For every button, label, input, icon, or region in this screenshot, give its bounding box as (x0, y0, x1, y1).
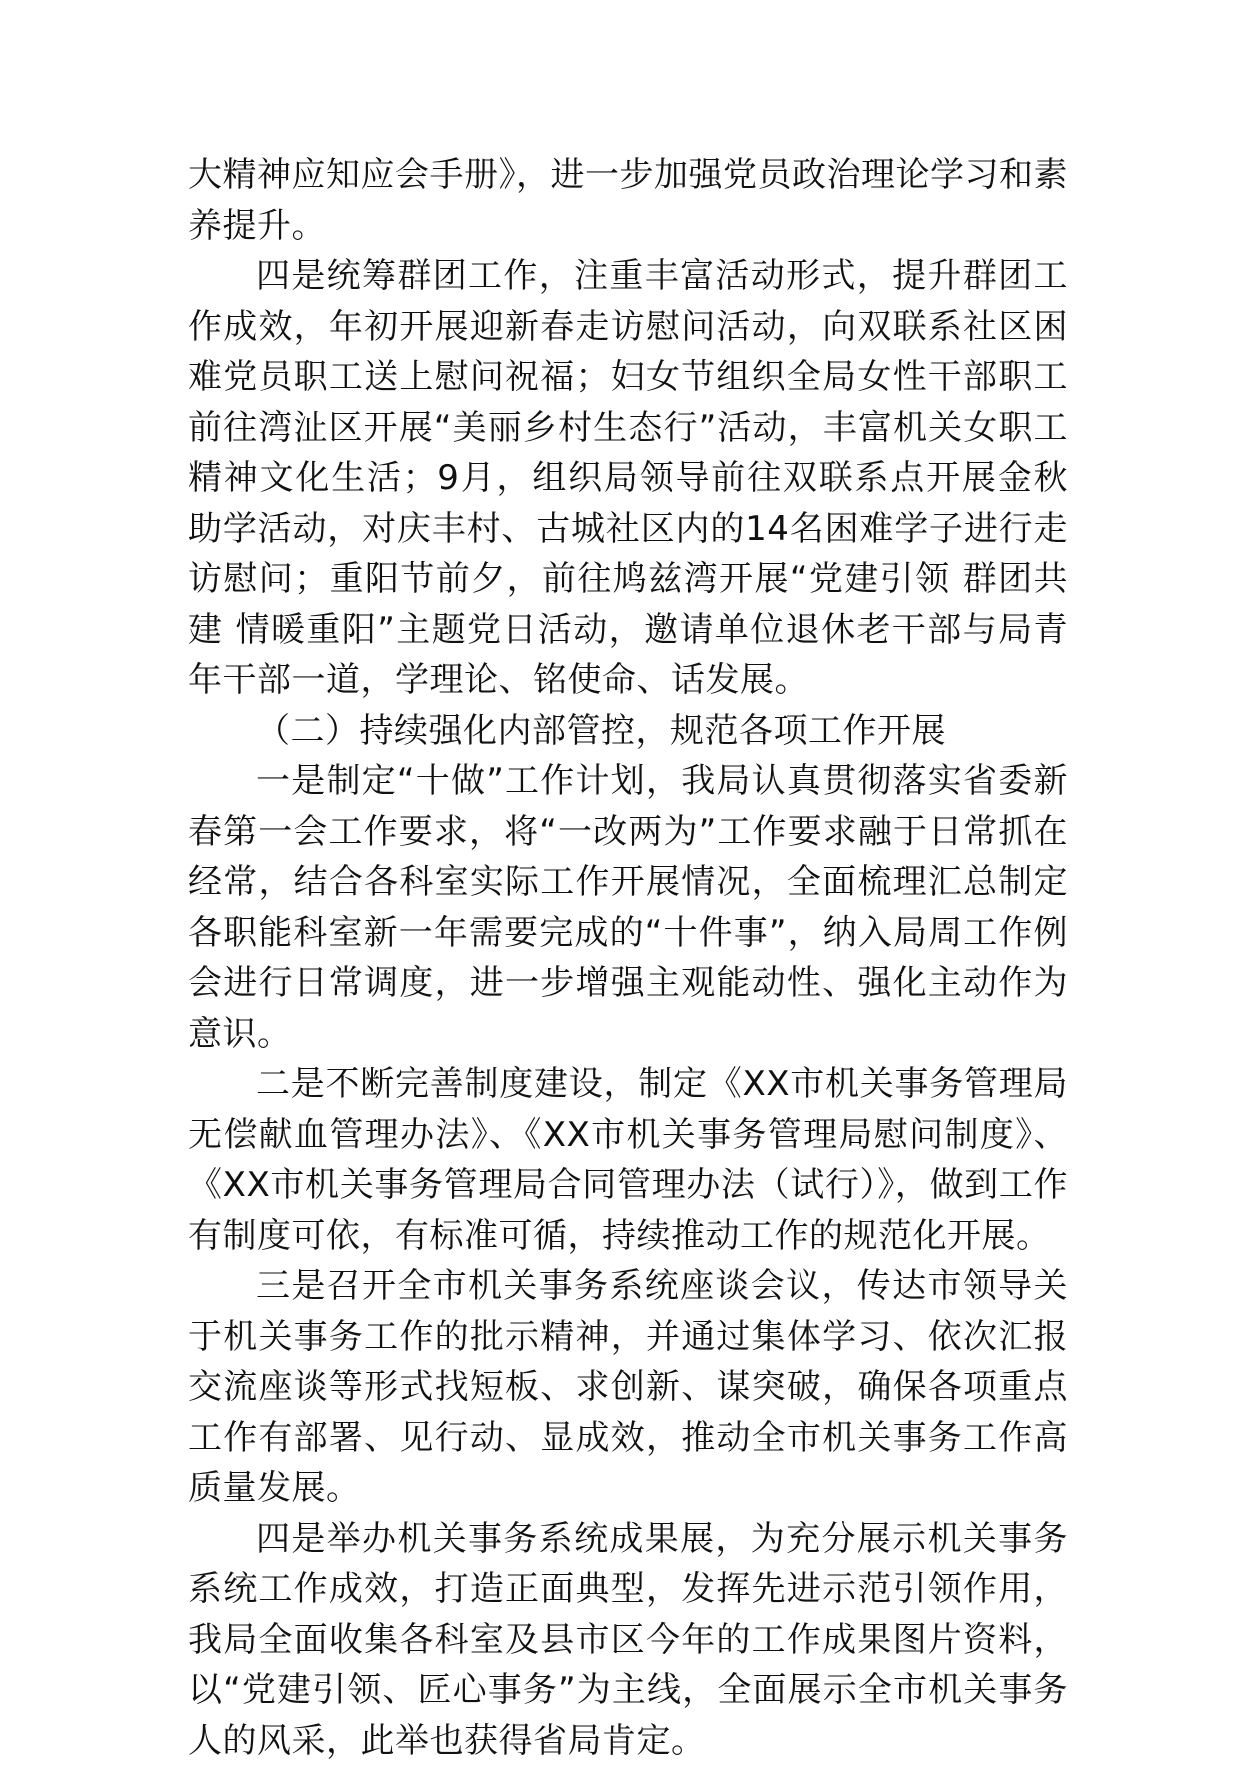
paragraph-continuation: 大精神应知应会手册》，进一步加强党员政治理论学习和素养提升。 (188, 150, 1068, 251)
section-heading-internal-control: （二）持续强化内部管控，规范各项工作开展 (188, 706, 1068, 757)
paragraph-symposium: 三是召开全市机关事务系统座谈会议，传达市领导关于机关事务工作的批示精神，并通过集体学习、依次汇报交流座谈等形式找短板、求创新、谋突破，确保各项重点工作有部署、见行动、显成效，推动全市机关事务工作高质量发展。 (188, 1261, 1068, 1514)
document-body (188, 150, 1068, 1766)
paragraph-work-plan: 一是制定“十做”工作计划，我局认真贯彻落实省委新春第一会工作要求，将“一改两为”工作要求融于日常抓在经常，结合各科室实际工作开展情况，全面梳理汇总制定各职能科室新一年需要完成的“十件事”，纳入局周工作例会进行日常调度，进一步增强主观能动性、强化主动作为意识。 (188, 756, 1068, 1059)
paragraph-exhibition: 四是举办机关事务系统成果展，为充分展示机关事务系统工作成效，打造正面典型，发挥先进示范引领作用，我局全面收集各科室及县市区今年的工作成果图片资料，以“党建引领、匠心事务”为主线，全面展示全市机关事务人的风采，此举也获得省局肯定。 (188, 1514, 1068, 1766)
paragraph-system-building: 二是不断完善制度建设，制定《XX市机关事务管理局无偿献血管理办法》、《XX市机关事务管理局慰问制度》、《XX市机关事务管理局合同管理办法（试行）》，做到工作有制度可依，有标准可循，持续推动工作的规范化开展。 (188, 1059, 1068, 1261)
paragraph-group-work: 四是统筹群团工作，注重丰富活动形式，提升群团工作成效，年初开展迎新春走访慰问活动，向双联系社区困难党员职工送上慰问祝福；妇女节组织全局女性干部职工前往湾沚区开展“美丽乡村生态行”活动，丰富机关女职工精神文化生活；9月，组织局领导前往双联系点开展金秋助学活动，对庆丰村、古城社区内的14名困难学子进行走访慰问；重阳节前夕，前往鸠兹湾开展“党建引领 群团共建 情暖重阳”主题党日活动，邀请单位退休老干部与局青年干部一道，学理论、铭使命、话发展。 (188, 251, 1068, 706)
